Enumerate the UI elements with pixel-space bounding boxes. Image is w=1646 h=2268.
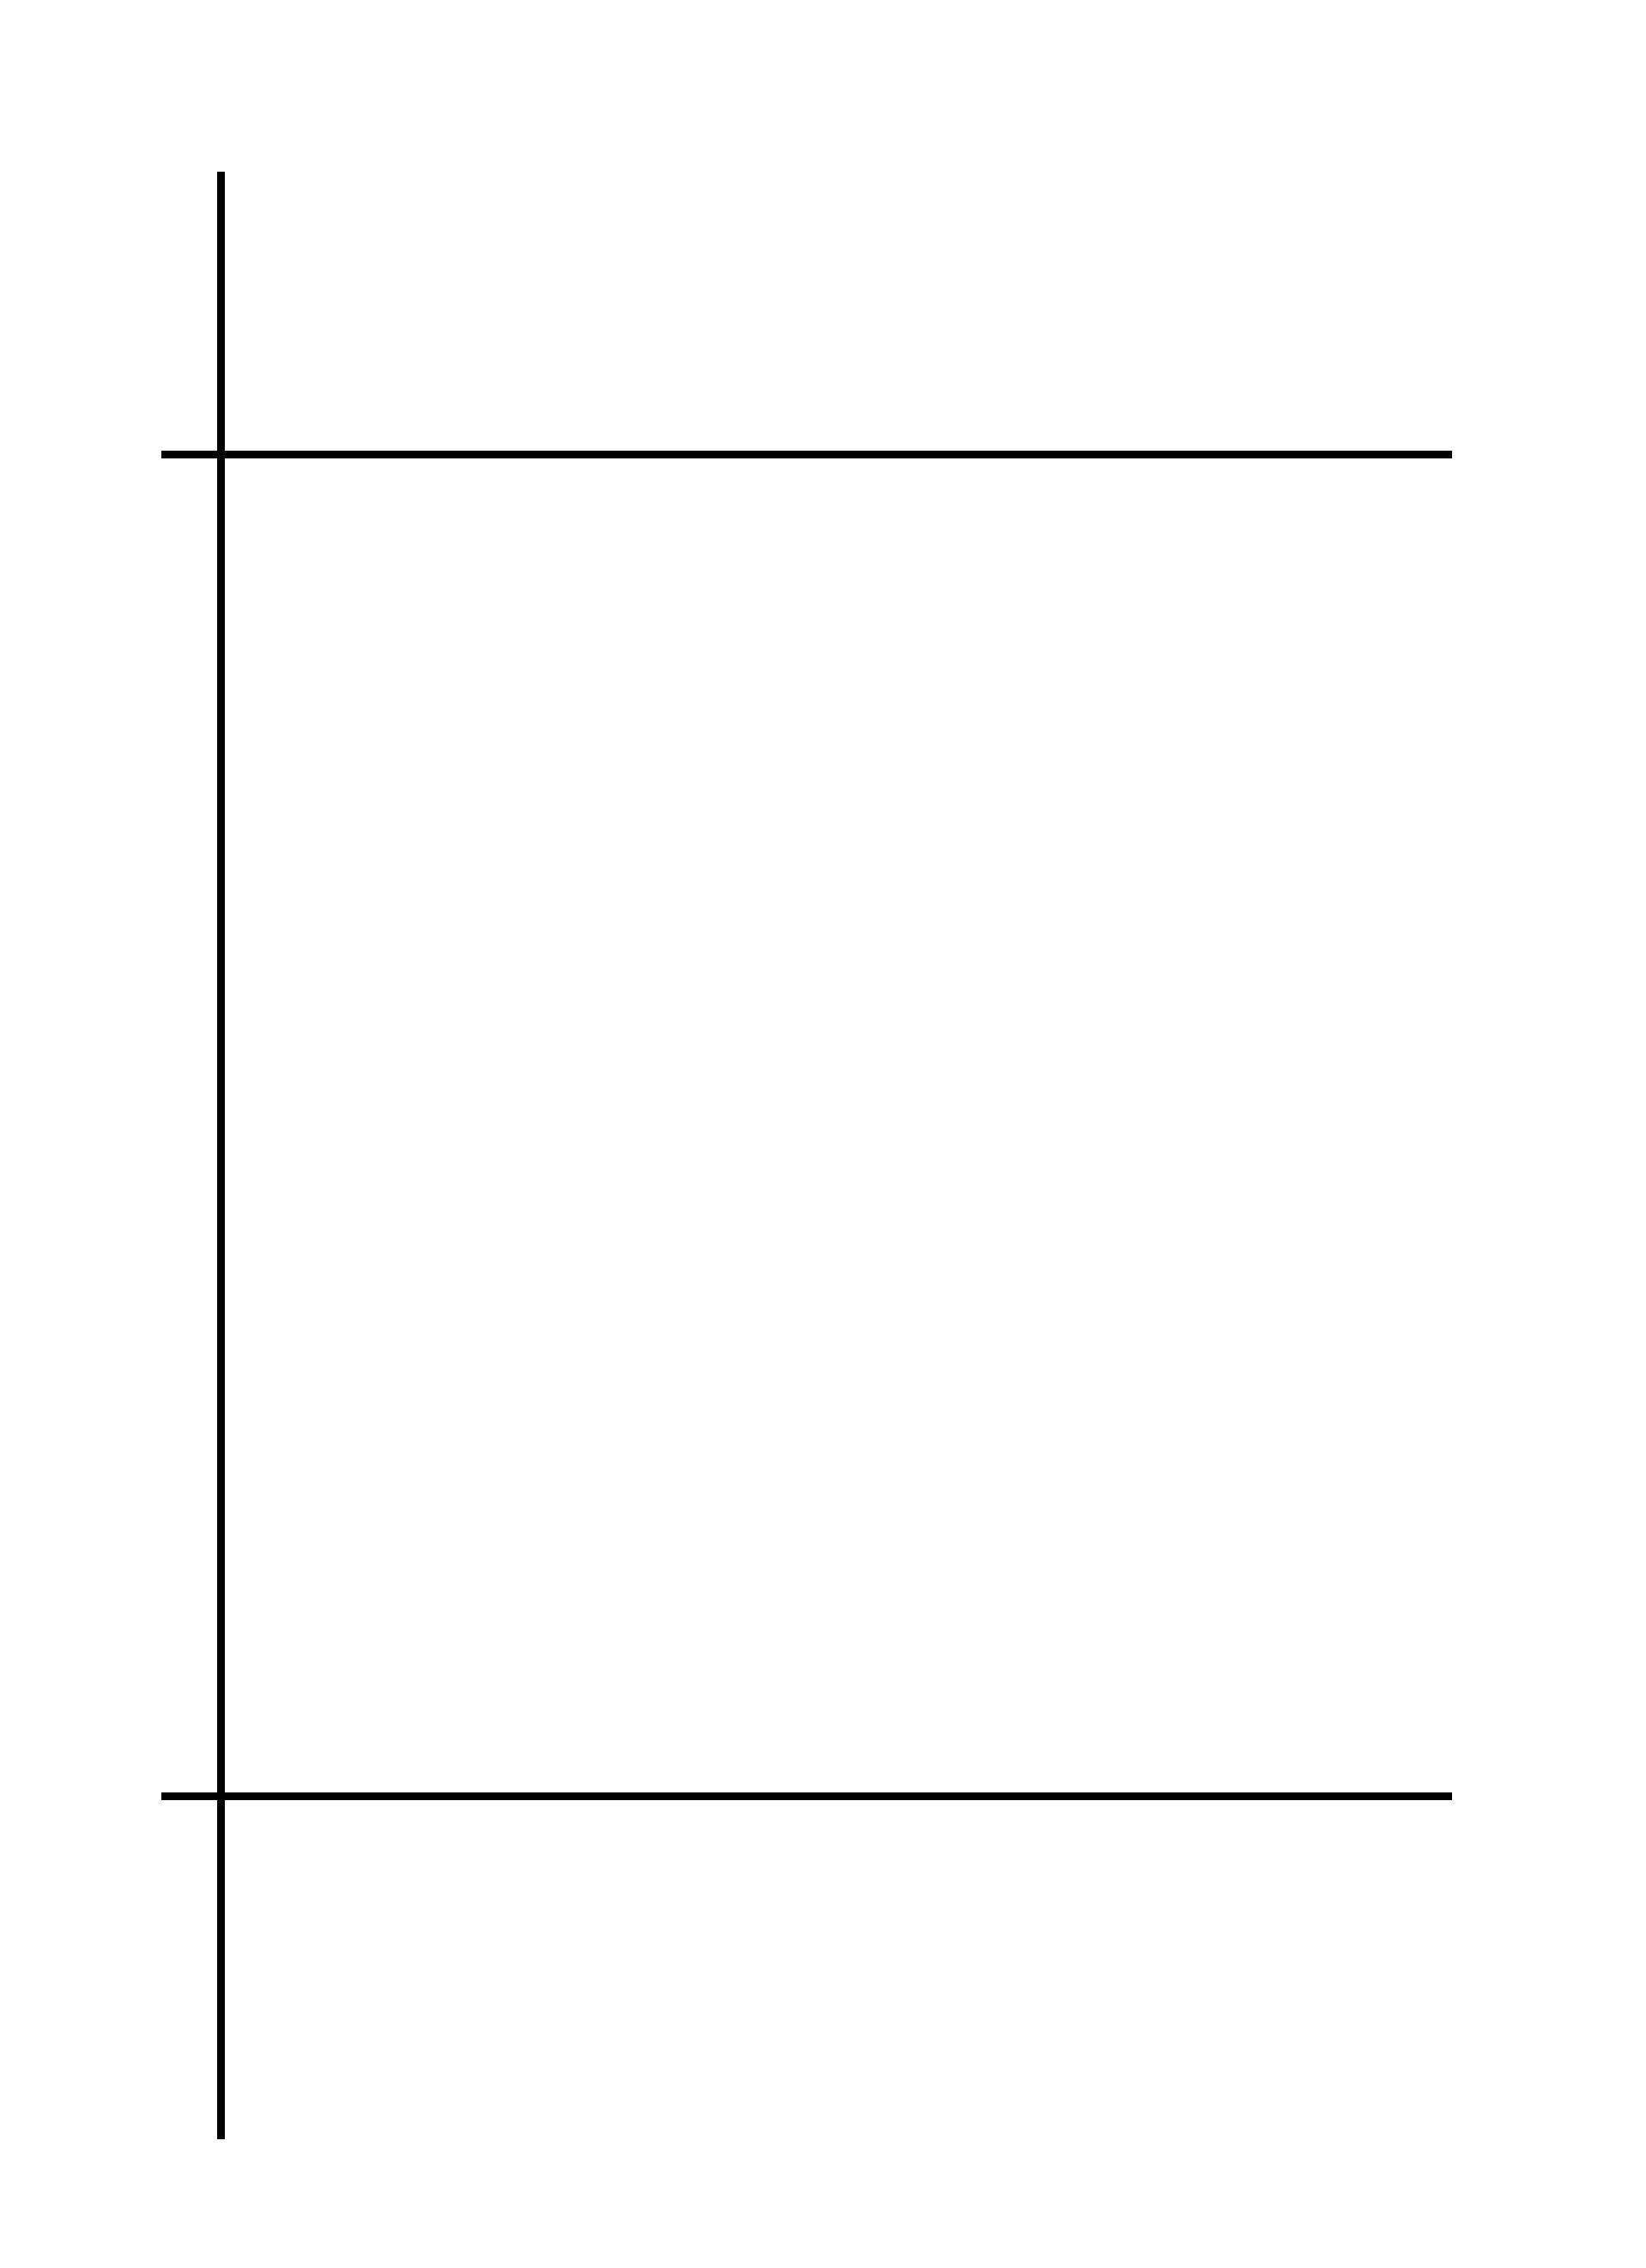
names-separator-line — [161, 1792, 1452, 1800]
seq-id-separator-line — [161, 451, 1452, 458]
header-underline — [217, 172, 225, 2139]
